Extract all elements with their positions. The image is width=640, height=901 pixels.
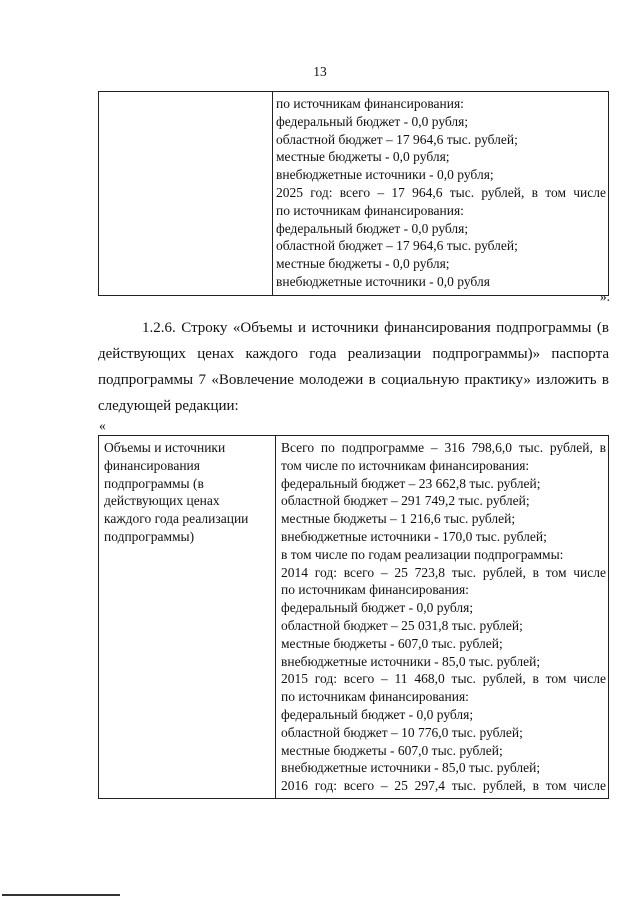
table-line: в том числе по годам реализации подпрограммы:	[281, 546, 564, 562]
table-line: 2025 год: всего – 17 964,6 тыс. рублей, в том числе	[276, 184, 606, 200]
table-line: по источникам финансирования:	[281, 582, 469, 598]
label-line: финансирования	[104, 457, 200, 473]
label-line: подпрограммы (в	[104, 475, 204, 491]
table-line: внебюджетные источники - 85,0 тыс. рублей;	[281, 653, 541, 669]
table-line: федеральный бюджет - 0,0 рубля;	[276, 113, 469, 129]
table-line: местные бюджеты - 0,0 рубля;	[276, 149, 450, 165]
footer-rule	[2, 894, 120, 896]
table-line: местные бюджеты - 607,0 тыс. рублей;	[281, 635, 503, 651]
closing-quote: ».	[599, 289, 610, 304]
table-cell-label	[99, 436, 276, 799]
table-line: областной бюджет – 291 749,2 тыс. рублей;	[281, 493, 530, 509]
amendment-paragraph	[98, 315, 609, 419]
table-line: федеральный бюджет - 0,0 рубля;	[281, 706, 474, 722]
table-line: федеральный бюджет - 0,0 рубля;	[276, 220, 469, 236]
label-line: каждого года реализации	[104, 511, 249, 527]
funding-sources-table	[98, 435, 609, 799]
label-line: подпрограммы)	[104, 528, 195, 544]
table-line: внебюджетные источники - 85,0 тыс. рублей;	[281, 760, 541, 776]
opening-quote: «	[99, 418, 106, 433]
table-line: по источникам финансирования:	[281, 689, 469, 705]
table-cell-funding-details	[273, 92, 609, 296]
paragraph-line: следующей редакции:	[98, 398, 239, 414]
funding-table-continuation	[98, 91, 609, 296]
table-line: областной бюджет – 10 776,0 тыс. рублей;	[281, 724, 523, 740]
label-line: действующих ценах	[104, 493, 220, 509]
table-line: областной бюджет – 17 964,6 тыс. рублей;	[276, 238, 518, 254]
table-cell-empty	[99, 92, 273, 296]
table-line: по источникам финансирования:	[276, 202, 464, 218]
paragraph-line: действующих ценах каждого года реализации подпрограммы)» паспорта	[98, 346, 609, 362]
table-line: федеральный бюджет - 0,0 рубля;	[281, 600, 474, 616]
label-line: Объемы и источники	[104, 440, 226, 455]
table-line: 2015 год: всего – 11 468,0 тыс. рублей, в том числе	[281, 671, 606, 687]
table-line: местные бюджеты - 0,0 рубля;	[276, 256, 450, 272]
table-line: областной бюджет – 17 964,6 тыс. рублей;	[276, 131, 518, 147]
paragraph-line: подпрограммы 7 «Вовлечение молодежи в социальную практику» изложить в	[98, 372, 609, 388]
table-line: 2016 год: всего – 25 297,4 тыс. рублей, в том числе	[281, 778, 606, 794]
paragraph-line: 1.2.6. Строку «Объемы и источники финансирования подпрограммы (в	[142, 320, 609, 336]
table-line: внебюджетные источники - 0,0 рубля;	[276, 167, 494, 183]
table-line: Всего по подпрограмме – 316 798,6,0 тыс. рублей, в	[281, 440, 606, 455]
table-line: областной бюджет – 25 031,8 тыс. рублей;	[281, 617, 523, 633]
table-line: внебюджетные источники - 170,0 тыс. рублей;	[281, 528, 547, 544]
table-line: федеральный бюджет – 23 662,8 тыс. рублей;	[281, 475, 541, 491]
table-line: местные бюджеты – 1 216,6 тыс. рублей;	[281, 511, 516, 527]
table-line: 2014 год: всего – 25 723,8 тыс. рублей, в том числе	[281, 564, 606, 580]
page-number: 13	[313, 64, 327, 79]
table-line: том числе по источникам финансирования:	[281, 457, 530, 473]
table-line: по источникам финансирования:	[276, 96, 464, 111]
table-line: местные бюджеты - 607,0 тыс. рублей;	[281, 742, 503, 758]
table-line: внебюджетные источники - 0,0 рубля	[276, 273, 490, 289]
table-cell-funding-amounts	[276, 436, 609, 799]
